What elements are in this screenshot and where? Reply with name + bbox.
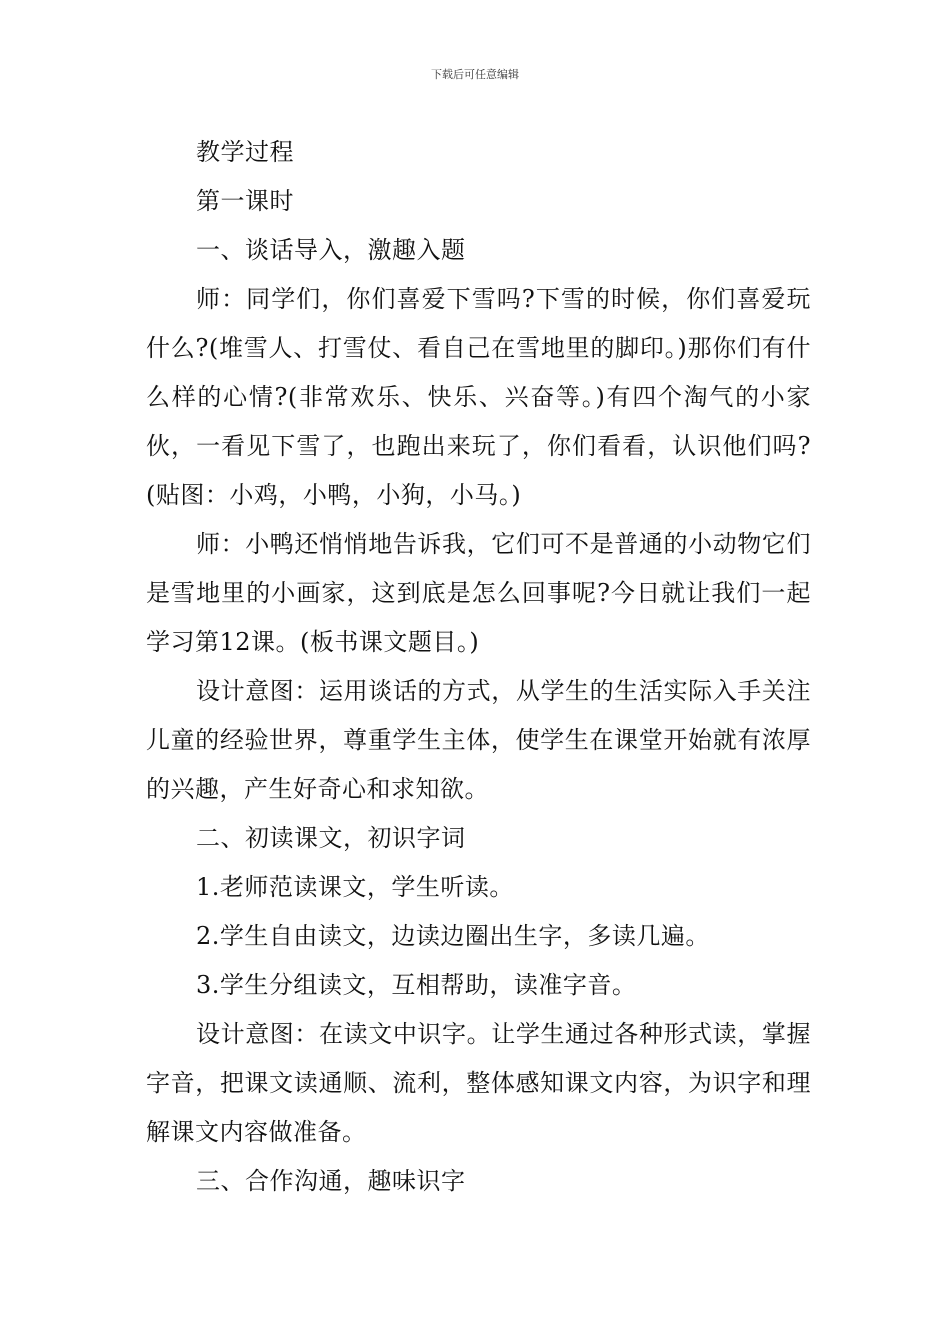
step-heading-1: 一、谈话导入，激趣入题 (196, 236, 466, 264)
list-item: 2.学生自由读文，边读边圈出生字，多读几遍。 (196, 922, 710, 950)
paragraph: 师：小鸭还悄悄地告诉我，它们可不是普通的小动物它们是雪地里的小画家，这到底是怎么回事呢?今日就让我们一起学习第12课。(板书课文题目。) (146, 530, 811, 656)
design-intent-paragraph: 设计意图：在读文中识字。让学生通过各种形式读，掌握字音，把课文读通顺、流利，整体感知课文内容，为识字和理解课文内容做准备。 (146, 1020, 811, 1146)
list-item: 3.学生分组读文，互相帮助，读准字音。 (196, 971, 637, 999)
section-heading: 教学过程 (196, 138, 294, 166)
step-heading-3: 三、合作沟通，趣味识字 (196, 1167, 466, 1195)
paragraph: 师：同学们，你们喜爱下雪吗?下雪的时候，你们喜爱玩什么?(堆雪人、打雪仗、看自己在雪地里的脚印。)那你们有什么样的心情?(非常欢乐、快乐、兴奋等。)有四个淘气的小家伙，一看见下雪了，也跑出来玩了，你们看看，认识他们吗?(贴图：小鸡，小鸭，小狗，小马。) (146, 285, 811, 509)
step-heading-2: 二、初读课文，初识字词 (196, 824, 466, 852)
lesson-heading: 第一课时 (196, 187, 294, 215)
document-body (146, 128, 811, 1206)
list-item: 1.老师范读课文，学生听读。 (196, 873, 514, 901)
page-header-note: 下载后可任意编辑 (431, 68, 519, 81)
design-intent-paragraph: 设计意图：运用谈话的方式，从学生的生活实际入手关注儿童的经验世界，尊重学生主体，使学生在课堂开始就有浓厚的兴趣，产生好奇心和求知欲。 (146, 677, 811, 803)
